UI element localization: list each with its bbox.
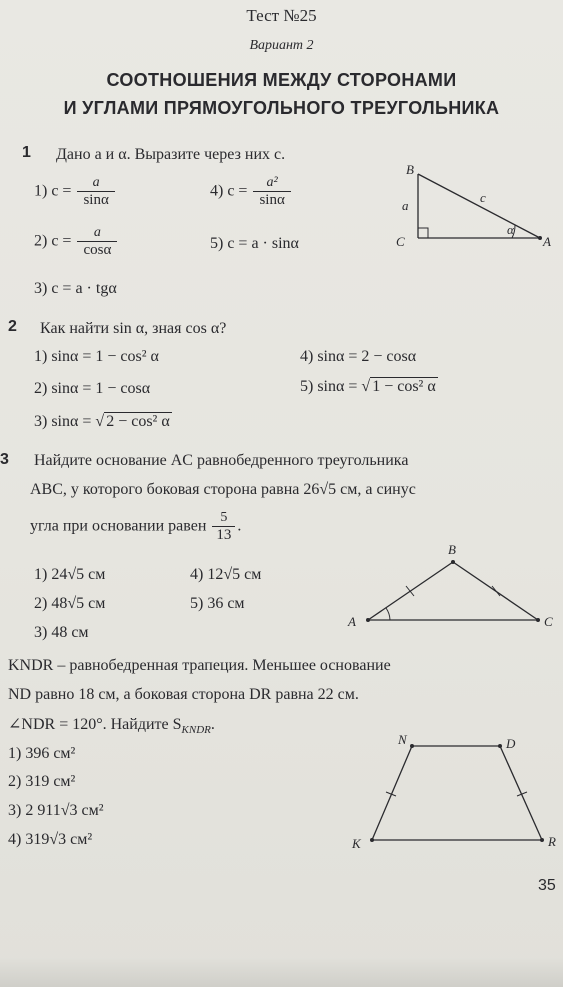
question-4-line3: ∠NDR = 120°. Найдите $S_{KNDR}$. — [8, 716, 215, 737]
vertex-B-label: B — [406, 162, 414, 177]
page-bottom-shadow — [0, 957, 563, 987]
question-2-number: 2 — [8, 318, 17, 335]
variant-label: Вариант 2 — [249, 38, 314, 53]
vertex-D-label: D — [506, 736, 516, 751]
vertex-B-label: B — [448, 542, 456, 557]
vertex-R-label: R — [548, 834, 556, 849]
q2-option-1: 1) sinα = 1 − cos² α — [34, 348, 159, 365]
vertex-A-label: A — [543, 234, 551, 249]
q2-option-5: 5) sinα = √ 1 − cos² α — [300, 378, 436, 395]
q1-right-triangle-figure — [380, 160, 560, 260]
q1-option-1: 1) c = $\frac{a}{\sin\alpha}$ — [34, 175, 117, 209]
q1-option-4: 4) c = $\frac{\text{a²}}{\sin\alpha}$ — [210, 175, 293, 209]
q3-option-2: 2) 48√5 см — [34, 595, 106, 612]
vertex-C-label: C — [396, 234, 405, 249]
q4-option-3: 3) 2 911√3 см² — [8, 802, 104, 819]
vertex-N-label: N — [398, 732, 407, 747]
test-title: Тест №25 — [246, 6, 317, 25]
q4-option-4: 4) 319√3 см² — [8, 831, 93, 848]
side-c-label: c — [480, 190, 486, 205]
vertex-K-label: K — [352, 836, 361, 851]
q4-trapezoid-figure — [340, 732, 563, 854]
q3-option-4: 4) 12√5 см — [190, 566, 262, 583]
question-4-line2: ND равно 18 см, а боковая сторона DR равна 22 см. — [8, 686, 359, 703]
topic-title-line1: СООТНОШЕНИЯ МЕЖДУ СТОРОНАМИ — [106, 70, 457, 90]
question-3-line3: угла при основании равен $\frac{5}{13}$ . — [30, 510, 242, 543]
side-a-label: a — [402, 198, 409, 213]
topic-title-line2: И УГЛАМИ ПРЯМОУГОЛЬНОГО ТРЕУГОЛЬНИКА — [63, 98, 500, 118]
q1-option-2: 2) c = $\frac{a}{\cos\alpha}$ — [34, 225, 119, 259]
q2-option-3: 3) sinα = √ 2 − cos² α — [34, 413, 170, 430]
question-2-text: Как найти sin α, зная cos α? — [40, 320, 227, 337]
question-4-line1: KNDR – равнобедренная трапеция. Меньшее основание — [8, 657, 391, 674]
question-3-number: 3 — [0, 451, 9, 468]
q2-option-2: 2) sinα = 1 − cosα — [34, 380, 151, 397]
q3-option-3: 3) 48 см — [34, 624, 89, 641]
q1-option-3: 3) c = a · tgα — [34, 280, 117, 297]
q4-option-2: 2) 319 см² — [8, 773, 76, 790]
question-3-line1: Найдите основание AC равнобедренного треугольника — [34, 452, 409, 469]
question-3-line2: ABC, у которого боковая сторона равна 26√5 см, а синус — [30, 481, 416, 498]
page-number: 35 — [538, 877, 556, 894]
question-1-text: Дано a и α. Выразите через них c. — [56, 146, 286, 163]
q2-option-4: 4) sinα = 2 − cosα — [300, 348, 417, 365]
q4-option-1: 1) 396 см² — [8, 745, 76, 762]
angle-alpha-label: α — [507, 222, 514, 237]
q1-option-5: 5) c = a · sinα — [210, 235, 299, 252]
vertex-C-label: C — [544, 614, 553, 629]
q3-option-5: 5) 36 см — [190, 595, 245, 612]
question-1-number: 1 — [22, 144, 31, 161]
vertex-A-label: A — [348, 614, 356, 629]
q3-isosceles-triangle-figure — [340, 540, 563, 635]
q3-option-1: 1) 24√5 см — [34, 566, 106, 583]
